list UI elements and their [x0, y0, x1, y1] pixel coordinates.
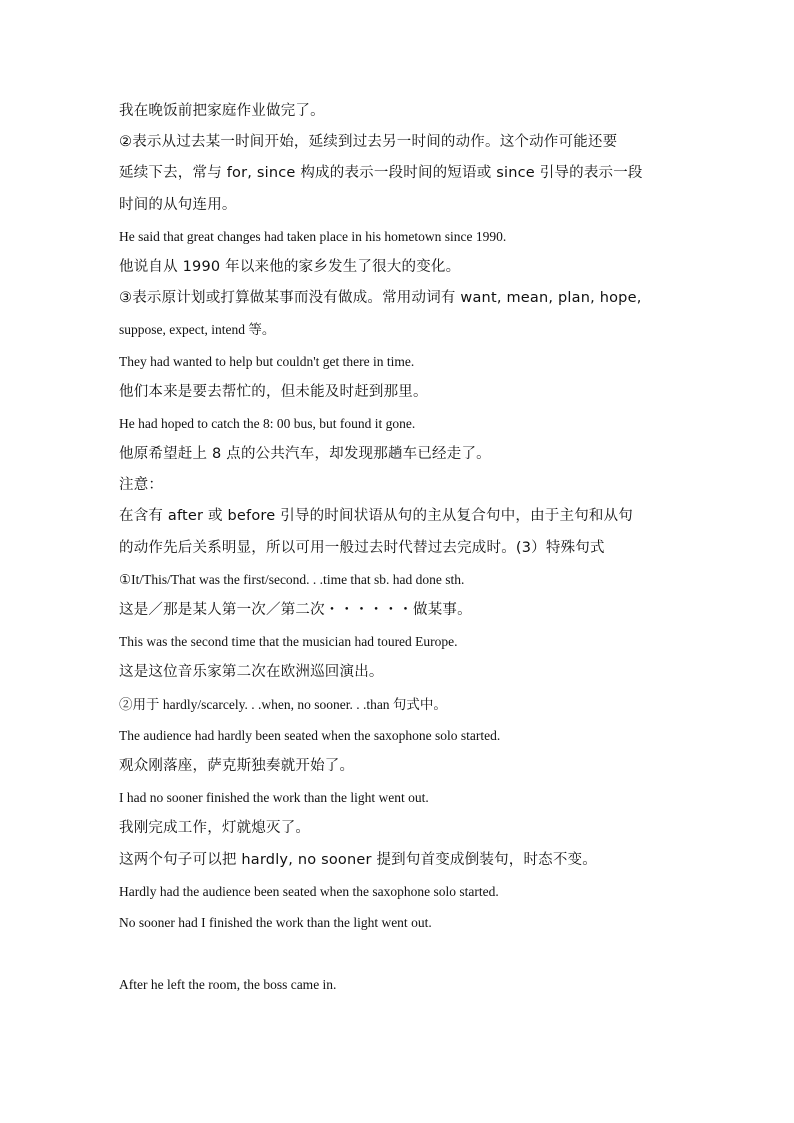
text-line: suppose, expect, intend 等。: [119, 322, 276, 338]
text-line: 延续下去，常与 for, since 构成的表示一段时间的短语或 since 引导的表示一段: [119, 165, 643, 182]
text-line: 我在晚饭前把家庭作业做完了。: [119, 103, 325, 119]
text-line: 的动作先后关系明显，所以可用一般过去时代替过去完成时。(3）特殊句式: [119, 539, 605, 556]
example-sentence: They had wanted to help but couldn't get there in time.: [119, 353, 415, 369]
blank-line: [119, 938, 679, 969]
text-line: ②表示从过去某一时间开始，延续到过去另一时间的动作。这个动作可能还要: [119, 134, 618, 151]
text-line: 这两个句子可以把 hardly, no sooner 提到句首变成倒装句，时态不变。: [119, 851, 597, 868]
example-sentence: After he left the room, the boss came in.: [119, 977, 337, 993]
text-line: 时间的从句连用。: [119, 196, 237, 213]
example-sentence: He had hoped to catch the 8: 00 bus, but found it gone.: [119, 415, 416, 431]
example-sentence: Hardly had the audience been seated when the saxophone solo started.: [119, 883, 499, 899]
translation-line: 这是／那是某人第一次／第二次・・・・・・做某事。: [119, 602, 472, 618]
example-sentence: He said that great changes had taken place in his hometown since 1990.: [119, 228, 507, 244]
pattern-line: ②用于 hardly/scarcely. . .when, no sooner. . .than 句式中。: [119, 696, 447, 712]
example-sentence: This was the second time that the musician had toured Europe.: [119, 634, 458, 650]
note-heading: 注意：: [119, 477, 164, 494]
translation-line: 他原希望赶上 8 点的公共汽车，却发现那趟车已经走了。: [119, 446, 491, 463]
text-line: 在含有 after 或 before 引导的时间状语从句的主从复合句中，由于主句和从句: [119, 508, 634, 525]
example-sentence: The audience had hardly been seated when the saxophone solo started.: [119, 727, 501, 743]
translation-line: 这是这位音乐家第二次在欧洲巡回演出。: [119, 664, 384, 681]
example-sentence: I had no sooner finished the work than the light went out.: [119, 790, 429, 806]
translation-line: 我刚完成工作，灯就熄灭了。: [119, 820, 311, 837]
translation-line: 他说自从 1990 年以来他的家乡发生了很大的变化。: [119, 258, 461, 275]
document-page: [119, 96, 679, 1000]
text-line: ③表示原计划或打算做某事而没有做成。常用动词有 want, mean, plan, hope,: [119, 290, 642, 307]
translation-line: 观众刚落座，萨克斯独奏就开始了。: [119, 757, 355, 774]
pattern-line: ①It/This/That was the first/second. . .time that sb. had done sth.: [119, 571, 465, 587]
translation-line: 他们本来是要去帮忙的，但未能及时赶到那里。: [119, 383, 428, 400]
example-sentence: No sooner had I finished the work than the light went out.: [119, 914, 432, 930]
